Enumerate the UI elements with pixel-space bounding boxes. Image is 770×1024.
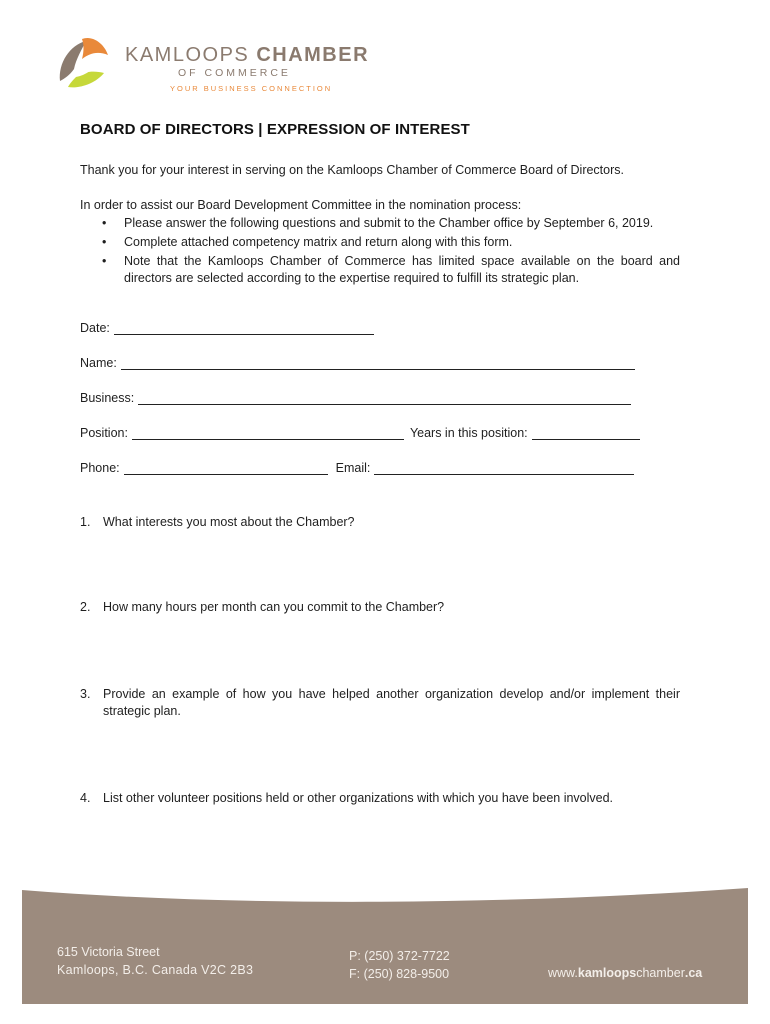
intro-text: Thank you for your interest in serving on the Kamloops Chamber of Commerce Board of Directors. (80, 163, 624, 177)
question-1: 1. What interests you most about the Chamber? (80, 515, 355, 529)
years-label: Years in this position: (409, 426, 528, 440)
email-field[interactable] (374, 460, 634, 475)
page-title: BOARD OF DIRECTORS | EXPRESSION OF INTEREST (80, 121, 470, 138)
footer-fax: F: (250) 828-9500 (349, 967, 450, 981)
footer-phone: P: (250) 372-7722 (349, 949, 450, 963)
question-2: 2. How many hours per month can you commit to the Chamber? (80, 600, 445, 614)
business-field[interactable] (138, 390, 631, 405)
list-item: • Note that the Kamloops Chamber of Commerce has limited space available on the board and directors are selected according to the expertise required to fulfill its strategic plan. (102, 254, 680, 285)
footer-website-link[interactable]: www.kamloopschamber.ca (548, 966, 703, 980)
list-item: • Complete attached competency matrix and return along with this form. (102, 235, 513, 249)
brand-subtitle: OF COMMERCE (178, 67, 291, 79)
position-field[interactable] (132, 425, 404, 440)
phone-label: Phone: (80, 461, 120, 475)
brand-tagline: YOUR BUSINESS CONNECTION (170, 84, 333, 93)
business-row (80, 390, 631, 405)
email-label: Email: (335, 461, 371, 475)
assist-text: In order to assist our Board Development Committee in the nomination process: (80, 198, 522, 212)
list-item: • Please answer the following questions and submit to the Chamber office by September 6, 2019. (102, 216, 654, 230)
date-field[interactable] (114, 320, 374, 335)
question-3: 3. Provide an example of how you have helped another organization develop and/or implement their strategic plan. (80, 687, 680, 718)
business-label: Business: (80, 391, 135, 405)
position-label: Position: (80, 426, 128, 440)
position-row (80, 425, 640, 440)
name-row (80, 355, 635, 370)
date-row (80, 320, 374, 335)
phone-field[interactable] (124, 460, 328, 475)
years-field[interactable] (532, 425, 640, 440)
instruction-list (100, 215, 680, 289)
name-label: Name: (80, 356, 117, 370)
phone-email-row (80, 460, 634, 475)
brand-name: KAMLOOPS CHAMBER (125, 44, 370, 66)
footer-address-line1: 615 Victoria Street (57, 945, 160, 959)
footer-address-line2: Kamloops, B.C. Canada V2C 2B3 (57, 963, 254, 977)
chamber-logo-icon (52, 33, 110, 91)
name-field[interactable] (121, 355, 635, 370)
date-label: Date: (80, 321, 110, 335)
question-4: 4. List other volunteer positions held or other organizations with which you have been involved. (80, 791, 614, 805)
